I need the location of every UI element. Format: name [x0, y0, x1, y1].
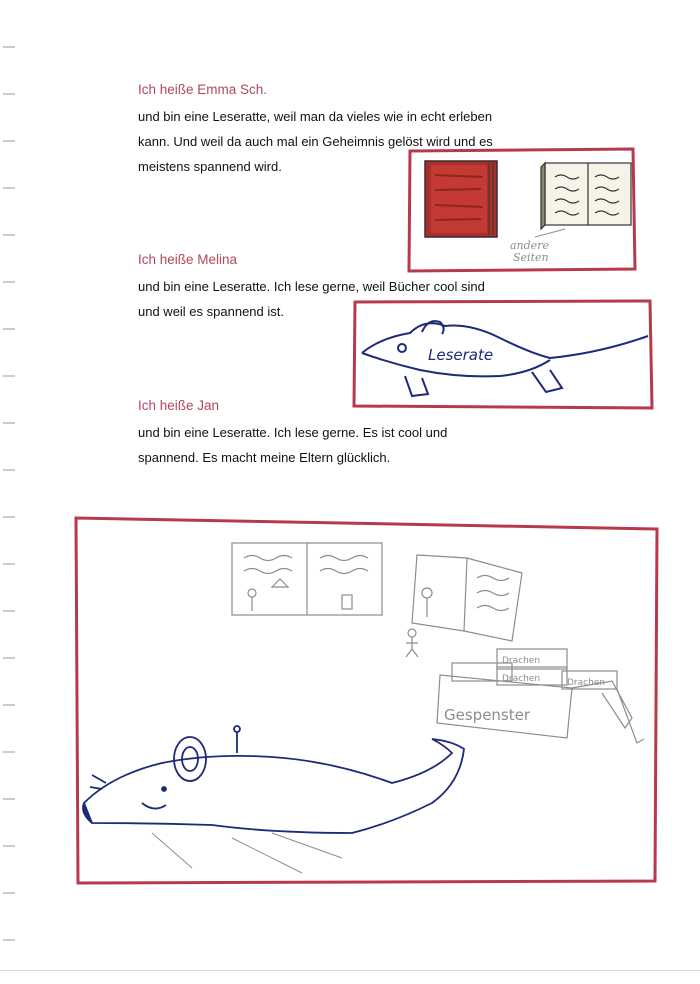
entry-line: und bin eine Leseratte, weil man da vieles wie in echt erleben: [138, 109, 493, 124]
crate-box-label: Drachen: [502, 656, 541, 666]
crate-icon: [437, 649, 644, 743]
entry-name: Ich heiße Emma Sch.: [138, 82, 268, 97]
rat-drawing: [350, 298, 655, 413]
entry-line: spannend. Es macht meine Eltern glücklich.: [138, 450, 391, 465]
books-caption-line2: Seiten: [513, 251, 549, 264]
entry-line: kann. Und weil da auch mal ein Geheimnis gelöst wird und es: [138, 134, 493, 149]
entry-line: meistens spannend wird.: [138, 159, 282, 174]
open-book-icon: [232, 543, 382, 615]
open-book-icon: [406, 555, 522, 657]
rat-icon: [83, 726, 464, 833]
crate-box-label: Drachen: [567, 678, 606, 688]
entry-line: und bin eine Leseratte. Ich lese gerne, weil Bücher cool sind: [138, 279, 485, 294]
red-book-icon: [425, 161, 497, 237]
drawing-frame: [354, 301, 652, 408]
entry-line: und bin eine Leseratte. Ich lese gerne. Es ist cool und: [138, 425, 448, 440]
entry-name: Ich heiße Jan: [138, 398, 220, 413]
entry-name: Ich heiße Melina: [138, 252, 238, 267]
books-drawing: [405, 145, 640, 275]
books-caption-line1: andere: [510, 239, 549, 252]
rat-legs-icon: [152, 833, 342, 873]
rat-label: Leserate: [428, 346, 494, 364]
scene-drawing: [72, 513, 662, 887]
margin-ticks: [0, 0, 20, 984]
crate-box-label: Drachen: [502, 674, 541, 684]
entry-line: und weil es spannend ist.: [138, 304, 284, 319]
page-bottom-line: [0, 970, 700, 971]
open-book-icon: [541, 163, 631, 229]
crate-label: Gespenster: [444, 706, 531, 724]
rat-icon: [362, 321, 648, 396]
